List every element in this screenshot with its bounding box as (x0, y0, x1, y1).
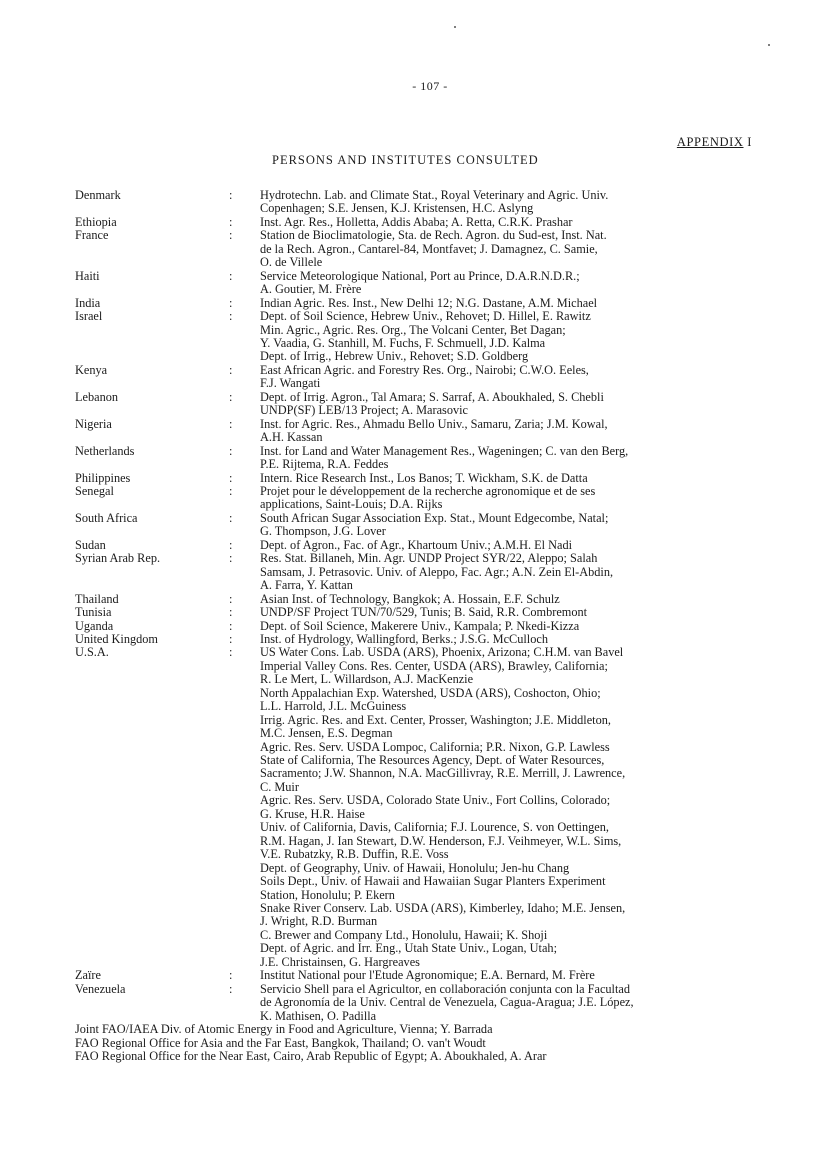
country-name: United Kingdom (75, 631, 158, 646)
country-name: India (75, 295, 101, 310)
country-name: U.S.A. (75, 645, 109, 660)
institute-line: Univ. of California, Davis, California; F.J. Lourence, S. von Oettingen, (260, 820, 609, 835)
country-name: Tunisia (75, 605, 112, 620)
country-name: Sudan (75, 537, 106, 552)
country-name: Venezuela (75, 981, 126, 996)
appendix-label (677, 135, 752, 150)
separator-colon: : (229, 470, 233, 485)
institute-line: US Water Cons. Lab. USDA (ARS), Phoenix, Arizona; C.H.M. van Bavel (260, 645, 624, 660)
separator-colon: : (229, 537, 233, 552)
list-item (75, 983, 810, 1023)
institute-line: J.E. Christainsen, G. Hargreaves (260, 954, 420, 969)
country-name: Philippines (75, 470, 131, 485)
institute-line: Res. Stat. Billaneh, Min. Agr. UNDP Project SYR/22, Aleppo; Salah (260, 551, 598, 566)
country-name: Denmark (75, 188, 121, 202)
institute-line: Projet pour le développement de la recherche agronomique et de ses (260, 483, 596, 498)
list-item (75, 472, 810, 485)
institute-line: J. Wright, R.D. Burman (260, 914, 378, 929)
institute-details (260, 270, 810, 297)
appendix-word: APPENDIX (676, 135, 744, 149)
separator-colon: : (229, 268, 233, 283)
institute-line: R. Le Mert, L. Willardson, A.J. MacKenzie (260, 672, 474, 687)
separator-colon: : (229, 228, 233, 243)
country-name: Zaïre (75, 968, 101, 983)
institute-line: Asian Inst. of Technology, Bangkok; A. Hossain, E.F. Schulz (260, 591, 560, 606)
institute-line: Inst. for Agric. Res., Ahmadu Bello Univ., Samaru, Zaria; J.M. Kowal, (260, 416, 608, 431)
list-item (75, 633, 810, 646)
institute-line: Dept. of Agric. and Irr. Eng., Utah State Univ., Logan, Utah; (260, 941, 557, 956)
separator-colon: : (229, 510, 233, 525)
institute-line: Inst. Agr. Res., Holletta, Addis Ababa; A. Retta, C.R.K. Prashar (260, 214, 573, 229)
separator-colon: : (229, 389, 233, 404)
institute-line: Imperial Valley Cons. Res. Center, USDA (ARS), Brawley, California; (260, 658, 608, 673)
institute-details (260, 391, 810, 418)
list-item (75, 512, 810, 539)
country-name: South Africa (75, 510, 138, 525)
institute-details (260, 633, 810, 646)
separator-colon: : (229, 631, 233, 646)
separator-colon: : (229, 551, 233, 566)
separator-colon: : (229, 968, 233, 983)
institute-line: Agric. Res. Serv. USDA Lompoc, California; P.R. Nixon, G.P. Lawless (260, 739, 610, 754)
institute-details (260, 646, 810, 969)
institute-details (260, 310, 810, 364)
institute-details (260, 606, 810, 619)
institute-line: A.H. Kassan (260, 430, 323, 445)
country-name: Uganda (75, 618, 114, 633)
institute-line: East African Agric. and Forestry Res. Org., Nairobi; C.W.O. Eeles, (260, 362, 589, 377)
institute-line: State of California, The Resources Agency, Dept. of Water Resources, (260, 753, 605, 768)
fao-office-line: FAO Regional Office for the Near East, Cairo, Arab Republic of Egypt; A. Aboukhaled, A. Arar (75, 1049, 547, 1063)
country-name: Syrian Arab Rep. (75, 551, 161, 566)
separator-colon: : (229, 295, 233, 310)
institute-line: K. Mathisen, O. Padilla (260, 1008, 377, 1023)
institute-line: Y. Vaadia, G. Stanhill, M. Fuchs, F. Schmuell, J.D. Kalma (260, 335, 546, 350)
list-item (75, 620, 810, 633)
scan-speck (768, 44, 770, 46)
separator-colon: : (229, 362, 233, 377)
separator-colon: : (229, 309, 233, 324)
institute-line: V.E. Rubatzky, R.B. Duffin, R.E. Voss (260, 847, 449, 862)
list-item (75, 310, 810, 364)
institute-details (260, 983, 810, 1023)
institute-line: Dept. of Soil Science, Hebrew Univ., Rehovet; D. Hillel, E. Rawitz (260, 309, 591, 324)
list-item (75, 646, 810, 969)
institute-line: M.C. Jensen, E.S. Degman (260, 726, 393, 741)
institute-details (260, 593, 810, 606)
institute-line: Agric. Res. Serv. USDA, Colorado State Univ., Fort Collins, Colorado; (260, 793, 611, 808)
separator-colon: : (229, 416, 233, 431)
institute-line: A. Goutier, M. Frère (260, 282, 362, 297)
institute-details (260, 445, 810, 472)
fao-office-line: Joint FAO/IAEA Div. of Atomic Energy in Food and Agriculture, Vienna; Y. Barrada (75, 1022, 493, 1037)
institute-details (260, 216, 810, 229)
fao-office-line: FAO Regional Office for Asia and the Far East, Bangkok, Thailand; O. van't Woudt (75, 1035, 486, 1050)
institute-line: Service Meteorologique National, Port au Prince, D.A.R.N.D.R.; (260, 268, 580, 283)
country-name: Haiti (75, 268, 100, 283)
institute-line: Station de Bioclimatologie, Sta. de Rech. Agron. du Sud-est, Inst. Nat. (260, 228, 607, 243)
institute-line: Samsam, J. Petrasovic. Univ. of Aleppo, Fac. Agr.; A.N. Zein El-Abdin, (260, 564, 614, 579)
institute-details (260, 552, 810, 592)
institute-line: Irrig. Agric. Res. and Ext. Center, Prosser, Washington; J.E. Middleton, (260, 712, 611, 727)
separator-colon: : (229, 981, 233, 996)
country-name: Nigeria (75, 416, 112, 431)
institute-line: UNDP/SF Project TUN/70/529, Tunis; B. Said, R.R. Combremont (260, 605, 588, 620)
institute-line: R.M. Hagan, J. Ian Stewart, D.W. Henderson, F.J. Veihmeyer, W.L. Sims, (260, 833, 622, 848)
institute-line: Dept. of Irrig., Hebrew Univ., Rehovet; S.D. Goldberg (260, 349, 529, 364)
list-item (75, 229, 810, 269)
institute-details (260, 620, 810, 633)
list-item (75, 391, 810, 418)
country-name: Lebanon (75, 389, 119, 404)
institute-line: Servicio Shell para el Agricultor, en collaboración conjunta con la Facultad (260, 981, 630, 996)
institute-line: applications, Saint-Louis; D.A. Rijks (260, 497, 443, 512)
separator-colon: : (229, 443, 233, 458)
list-item (75, 216, 810, 229)
separator-colon: : (229, 591, 233, 606)
institute-details (260, 418, 810, 445)
institute-line: South African Sugar Association Exp. Stat., Mount Edgecombe, Natal; (260, 510, 609, 525)
institute-line: C. Muir (260, 779, 299, 794)
separator-colon: : (229, 618, 233, 633)
institute-details (260, 229, 810, 269)
institute-line: Snake River Conserv. Lab. USDA (ARS), Kimberley, Idaho; M.E. Jensen, (260, 901, 626, 916)
institute-line: Dept. of Irrig. Agron., Tal Amara; S. Sarraf, A. Aboukhaled, S. Chebli (260, 389, 604, 404)
institute-line: G. Thompson, J.G. Lover (260, 524, 386, 539)
institute-details (260, 189, 810, 216)
institute-line: Dept. of Agron., Fac. of Agr., Khartoum Univ.; A.M.H. El Nadi (260, 537, 573, 552)
list-item (75, 552, 810, 592)
list-item (75, 593, 810, 606)
list-item (75, 606, 810, 619)
institute-line: Soils Dept., Univ. of Hawaii and Hawaiian Sugar Planters Experiment (260, 874, 606, 889)
country-name: France (75, 228, 109, 243)
institute-line: Inst. of Hydrology, Wallingford, Berks.; J.S.G. McCulloch (260, 631, 548, 646)
institute-details (260, 297, 810, 310)
list-item (75, 539, 810, 552)
institute-details (260, 512, 810, 539)
institute-line: Intern. Rice Research Inst., Los Banos; T. Wickham, S.K. de Datta (260, 470, 588, 485)
country-name: Israel (75, 309, 103, 324)
institute-line: Dept. of Geography, Univ. of Hawaii, Honolulu; Jen-hu Chang (260, 860, 570, 875)
institute-details (260, 364, 810, 391)
institute-line: L.L. Harrold, J.L. McGuiness (260, 699, 407, 714)
institute-line: de la Rech. Agron., Cantarel-84, Montfavet; J. Damagnez, C. Samie, (260, 241, 598, 256)
institute-line: O. de Villele (260, 255, 323, 270)
institute-details (260, 969, 810, 982)
country-name: Kenya (75, 362, 108, 377)
separator-colon: : (229, 188, 233, 202)
institute-line: Sacramento; J.W. Shannon, N.A. MacGillivray, R.E. Merrill, J. Lawrence, (260, 766, 626, 781)
appendix-numeral: I (747, 135, 752, 149)
country-name: Ethiopia (75, 214, 117, 229)
page-number: - 107 - (412, 79, 448, 93)
institute-line: Station, Honolulu; P. Ekern (260, 887, 395, 902)
institute-line: Institut National pour l'Etude Agronomique; E.A. Bernard, M. Frère (260, 968, 595, 983)
country-name: Netherlands (75, 443, 135, 458)
country-name: Senegal (75, 483, 114, 498)
list-item (75, 297, 810, 310)
institute-line: A. Farra, Y. Kattan (260, 578, 353, 593)
institute-line: Indian Agric. Res. Inst., New Delhi 12; N.G. Dastane, A.M. Michael (260, 295, 598, 310)
separator-colon: : (229, 214, 233, 229)
list-item (75, 189, 810, 216)
institute-line: F.J. Wangati (260, 376, 321, 391)
institute-line: Inst. for Land and Water Management Res., Wageningen; C. van den Berg, (260, 443, 629, 458)
separator-colon: : (229, 605, 233, 620)
institute-line: Dept. of Soil Science, Makerere Univ., Kampala; P. Nkedi-Kizza (260, 618, 580, 633)
list-item (75, 485, 810, 512)
institute-details (260, 485, 810, 512)
separator-colon: : (229, 483, 233, 498)
list-item (75, 445, 810, 472)
institute-line: C. Brewer and Company Ltd., Honolulu, Hawaii; K. Shoji (260, 927, 548, 942)
institute-details (260, 539, 810, 552)
list-item (75, 364, 810, 391)
country-name: Thailand (75, 591, 119, 606)
institute-line: North Appalachian Exp. Watershed, USDA (ARS), Coshocton, Ohio; (260, 685, 601, 700)
institute-line: Hydrotechn. Lab. and Climate Stat., Royal Veterinary and Agric. Univ. (260, 188, 609, 202)
list-item (75, 418, 810, 445)
list-item (75, 270, 810, 297)
institute-line: G. Kruse, H.R. Haise (260, 806, 365, 821)
institute-line: UNDP(SF) LEB/13 Project; A. Marasovic (260, 403, 469, 418)
institute-details (260, 472, 810, 485)
separator-colon: : (229, 645, 233, 660)
institute-line: Min. Agric., Agric. Res. Org., The Volcani Center, Bet Dagan; (260, 322, 566, 337)
institute-line: P.E. Rijtema, R.A. Feddes (260, 457, 389, 472)
consulted-list (75, 189, 810, 1063)
scan-speck (454, 26, 456, 28)
institute-line: Copenhagen; S.E. Jensen, K.J. Kristensen, H.C. Aslyng (260, 201, 534, 216)
institute-line: de Agronomía de la Univ. Central de Venezuela, Cagua-Aragua; J.E. López, (260, 995, 634, 1010)
page-title: PERSONS AND INSTITUTES CONSULTED (272, 153, 539, 167)
list-item (75, 969, 810, 982)
